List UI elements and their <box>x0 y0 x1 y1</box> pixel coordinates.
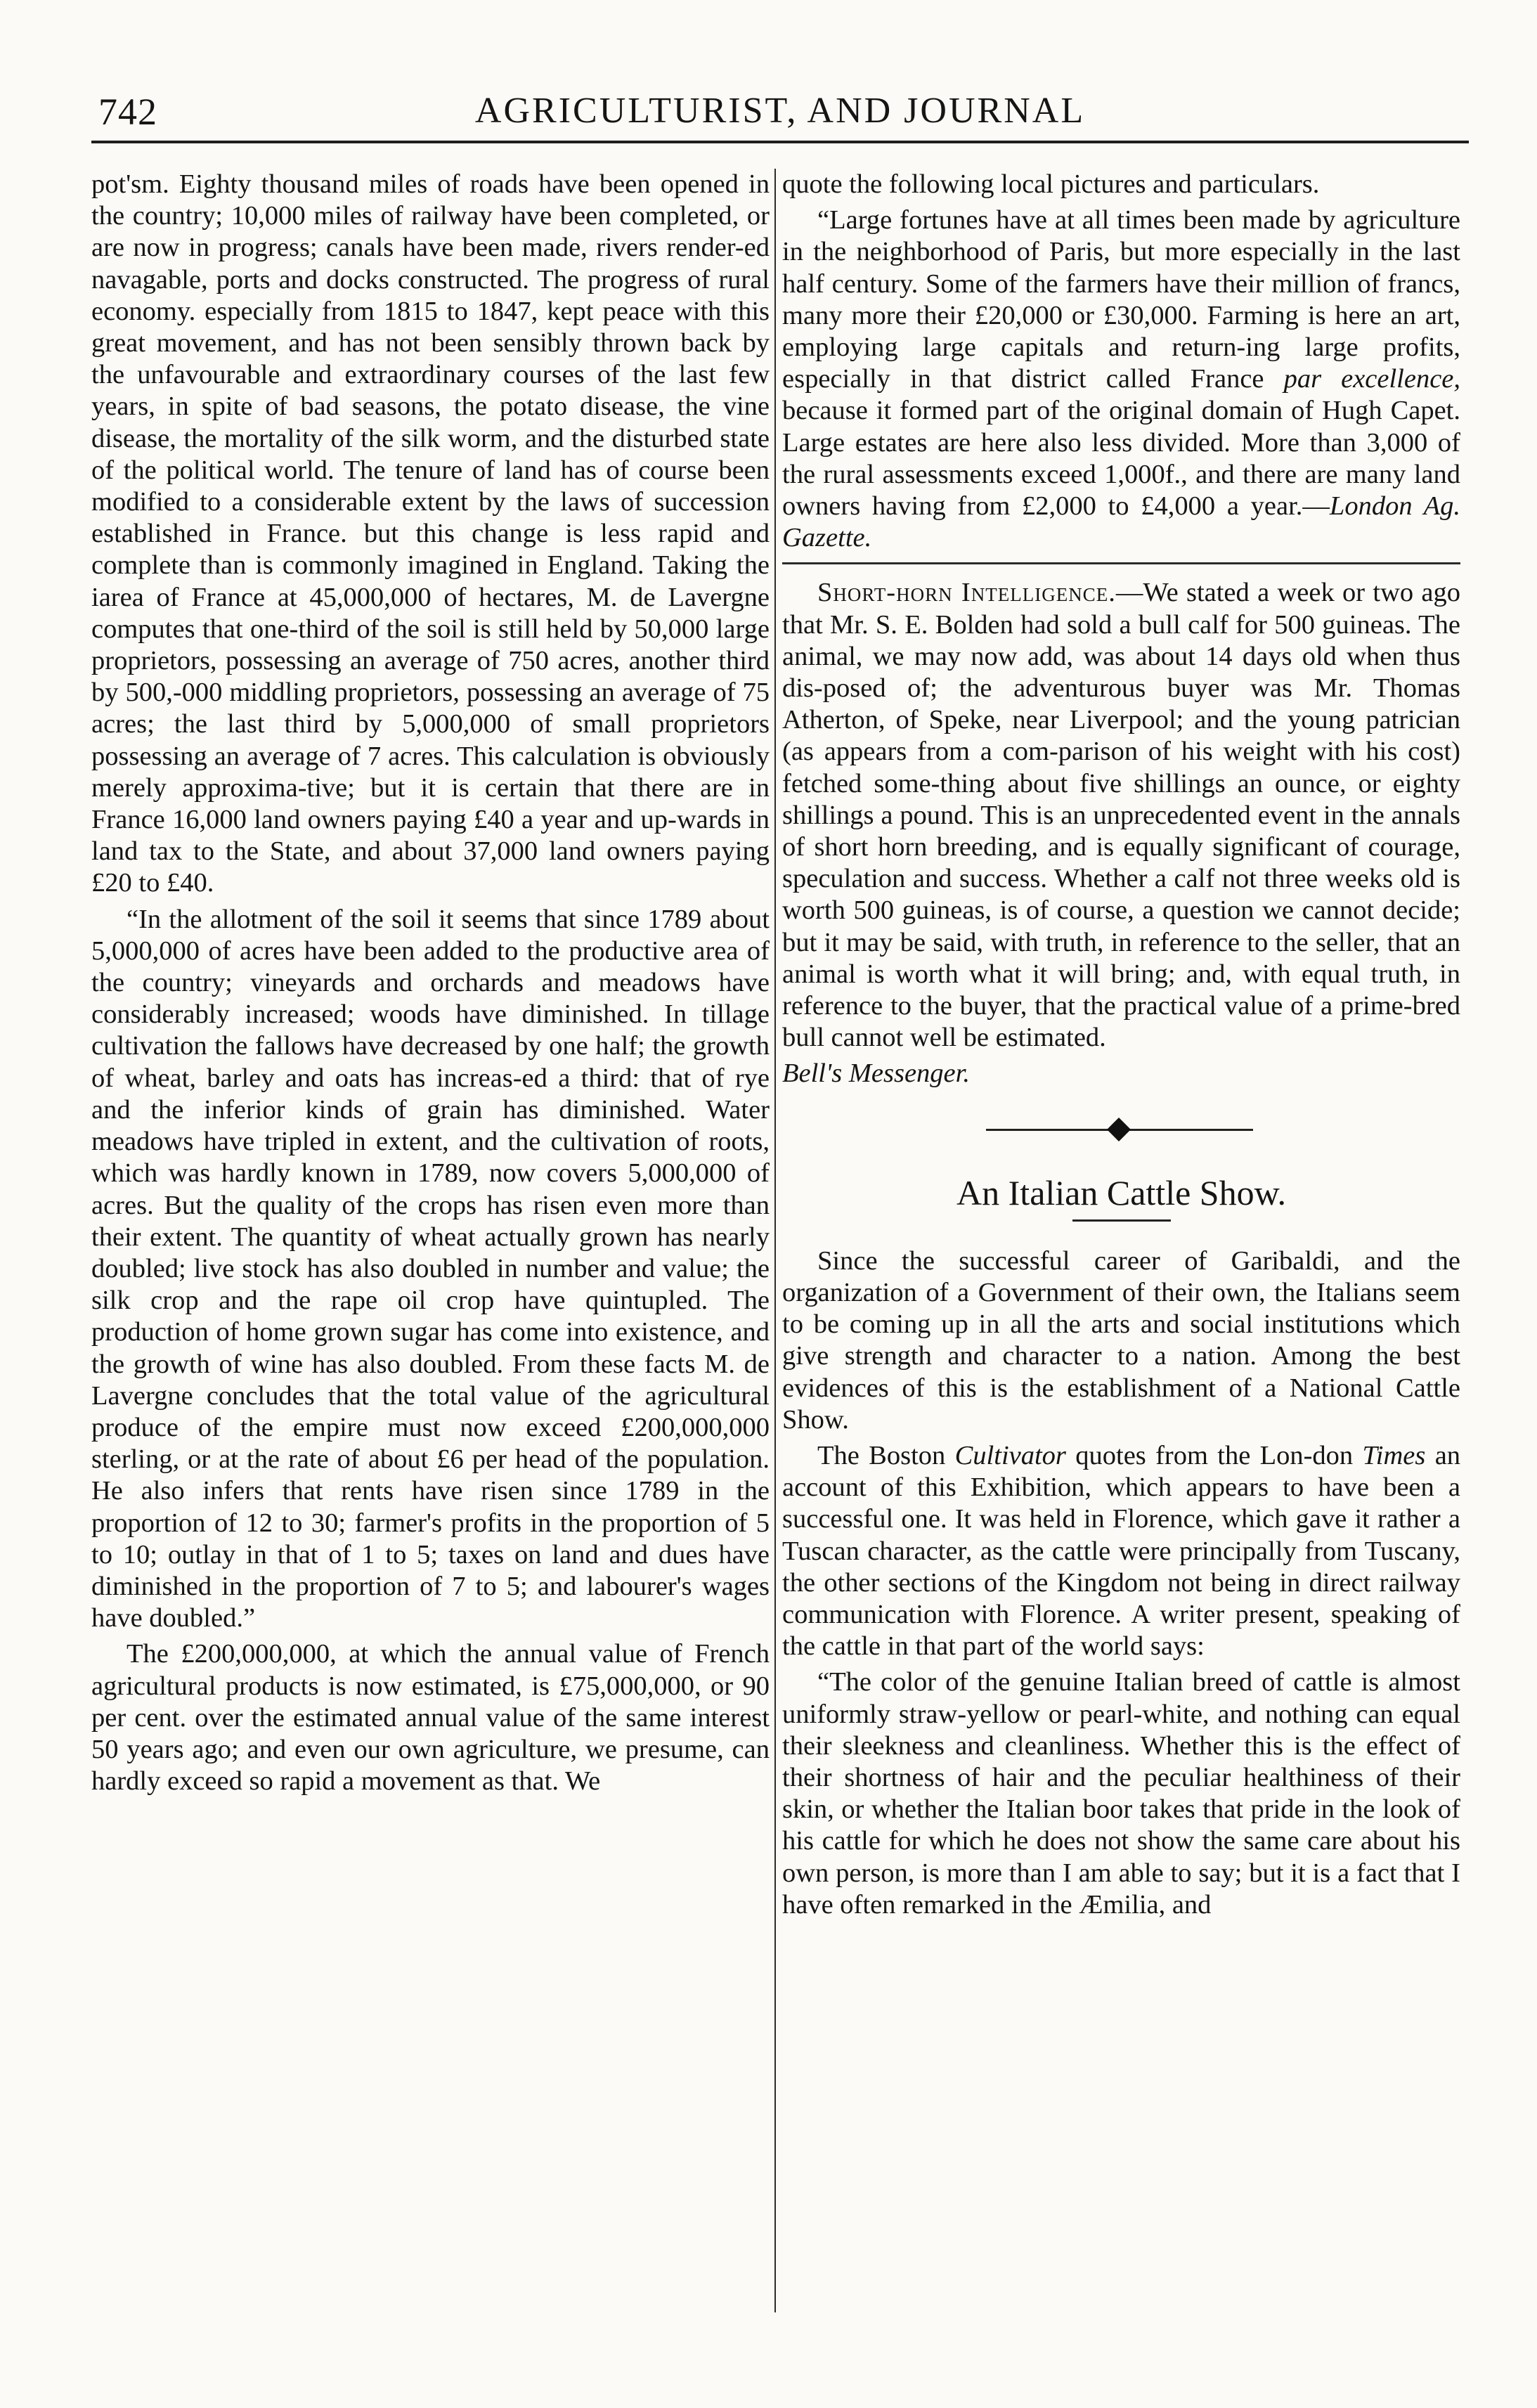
ornament-diamond-icon <box>1107 1118 1131 1141</box>
italian-p2-c: an account of this Exhibition, which appears to have been a successful one. It was held in Florence, which gave it rather a Tuscan character, as the cattle were principally from Tuscany, the other sections of the Kingdom not being in direct railway communication with Florence. A writer present, speaking of the cattle in that part of the world says: <box>782 1440 1461 1662</box>
page-number: 742 <box>98 91 157 133</box>
left-paragraph-2: “In the allotment of the soil it seems that since 1789 about 5,000,000 of acres have been added to the productive area of the country; vineyards and orchards and meadows have considerably increased; woods have diminished. In tillage cultivation the fallows have decreased by one half; the growth of wheat, barley and oats has increas-ed a third: that of rye and the inferior kinds of grain has diminished. Water meadows have tripled in extent, and the cultivation of roots, which was hardly known in 1789, now covers 5,000,000 of acres. But the quality of the crops has risen even more than their extent. The quantity of wheat actually grown has nearly doubled; live stock has also doubled in number and value; the silk crop and the rape oil crop have quintupled. The production of home grown sugar has come into existence, and the growth of wine has also doubled. From these facts M. de Lavergne concludes that the total value of the agricultural produce of the empire must now exceed £200,000,000 sterling, or at the rate of about £6 per head of the population. He also infers that rents have risen since 1789 in the proportion of 12 to 30; farmer's profits in the proportion of 5 to 10; outlay in that of 1 to 5; taxes on land and dues have diminished in the proportion of 7 to 5; and labourer's wages have doubled.” <box>91 904 770 1633</box>
page-header <box>91 77 1469 141</box>
left-column <box>91 169 770 1801</box>
section-rule <box>782 562 1460 564</box>
title-rule <box>1072 1219 1171 1222</box>
shorthorn-paragraph <box>782 577 1460 1054</box>
section-ornament <box>782 1115 1460 1144</box>
cultivator-title: Cultivator <box>954 1440 1066 1470</box>
italian-paragraph-1: Since the successful career of Garibaldi, and the organization of a Government of their own, the Italians seem to be coming up in all the arts and social institutions which give strength and character to a nation. Among the best evidences of this is the establishment of a National Cattle Show. <box>782 1245 1460 1435</box>
italian-paragraph-2 <box>782 1440 1460 1662</box>
right-column <box>782 169 1460 1925</box>
italian-p2-b: quotes from the Lon-don <box>1075 1440 1354 1470</box>
left-paragraph-3: The £200,000,000, at which the annual value of French agricultural products is now estimated, is £75,000,000, or 90 per cent. over the estimated annual value of the same interest 50 years ago; and even our own agriculture, we presume, can hardly exceed so rapid a movement as that. We <box>91 1639 770 1797</box>
paris-text-end: because it formed part of the original domain of Hugh Capet. Large estates are here also less divided. More than 3,000 of the rural assessments exceed 1,000f., and there are many land owners having from £2,000 to £4,000 a year.— <box>782 396 1460 522</box>
left-paragraph-1: pot'sm. Eighty thousand miles of roads have been opened in the country; 10,000 miles of railway have been completed, or are now in progress; canals have been made, rivers render-ed navagable, ports and docks constructed. The progress of rural economy. especially from 1815 to 1847, kept peace with this great movement, and has not been sensibly thrown back by the unfavourable and extraordinary courses of the last few years, in spite of bad seasons, the potato disease, the vine disease, the mortality of the silk worm, and the disturbed state of the political world. The tenure of land has of course been modified to a considerable extent by the laws of succession established in France. but this change is less rapid and complete than is commonly imagined in England. Taking the iarea of France at 45,000,000 of hectares, M. de Lavergne computes that one-third of the soil is still held by 50,000 large proprietors, possessing an average of 750 acres, another third by 500,-000 middling proprietors, possessing an average of 75 acres; the last third by 5,000,000 of small proprietors possessing an average of 7 acres. This calculation is obviously merely approxima-tive; but it is certain that there are in France 16,000 land owners paying £40 a year and up-wards in land tax to the State, and about 37,000 land owners paying £20 to £40. <box>91 169 770 898</box>
header-rule <box>91 141 1469 143</box>
par-excellence: par excellence, <box>1283 364 1460 394</box>
italian-paragraph-3: “The color of the genuine Italian breed of cattle is almost uniformly straw-yellow or pearl-white, and nothing can equal their sleekness and cleanliness. Whether this is the effect of their shortness of hair and the peculiar healthiness of their skin, or whether the Italian boor takes that pride in the look of his cattle for which he does not show the same care about his own person, is more than I am able to say; but it is a fact that I have often remarked in the Æmilia, and <box>782 1667 1460 1920</box>
running-title: AGRICULTURIST, AND JOURNAL <box>474 91 1086 131</box>
right-paragraph-2 <box>782 205 1460 554</box>
shorthorn-body: —We stated a week or two ago that Mr. S. E. Bolden had sold a bull calf for 500 guineas. The animal, we may now add, was about 14 days old when thus dis-posed of; the adventurous buyer was Mr. Thomas Atherton, of Speke, near Liverpool; and the young patrician (as appears from a com-parison of his weight with his cost) fetched some-thing about five shillings an ounce, or eighty shillings a pound. This is an unprecedented event in the annals of short horn breeding, and is equally significant of courage, speculation and success. Whether a calf not three weeks old is worth 500 guineas, is of course, a question we cannot decide; but it may be said, with truth, in reference to the seller, that an animal is worth what it will bring; and, with equal truth, in reference to the buyer, that the practical value of a prime-bred bull cannot well be estimated. <box>782 578 1461 1053</box>
right-paragraph-1: quote the following local pictures and particulars. <box>782 169 1320 199</box>
section-title: An Italian Cattle Show. <box>956 1172 1286 1212</box>
italian-p2-a: The Boston <box>817 1440 946 1470</box>
paris-text: “Large fortunes have at all times been made by agriculture in the neighborhood of Paris, but more especially in the last half century. Some of the farmers have their million of francs, many more their £20,000 or £30,000. Farming is here an art, employing large capitals and return-ing large profits, especially in that district called France <box>782 205 1460 394</box>
times-title: Times <box>1362 1440 1426 1470</box>
column-divider <box>774 169 776 2312</box>
london-gazette-source: London Ag. Gazette. <box>782 491 1461 553</box>
shorthorn-heading: Short-horn Intelligence. <box>817 578 1116 608</box>
bells-messenger-source: Bell's Messenger. <box>782 1059 970 1089</box>
